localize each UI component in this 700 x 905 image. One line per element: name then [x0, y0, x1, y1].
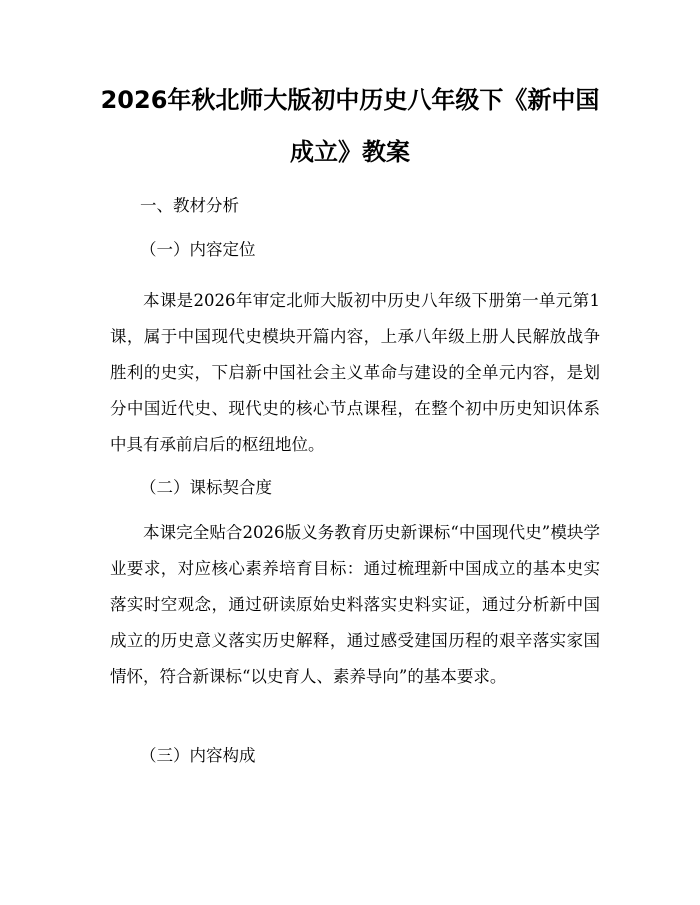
- subsection-heading: （一）内容定位: [140, 240, 256, 259]
- subsection-heading: （三）内容构成: [140, 746, 256, 765]
- subsection-heading: （二）课标契合度: [140, 478, 272, 497]
- document-title: 2026年秋北师大版初中历史八年级下《新中国成立》教案: [100, 86, 600, 166]
- section-heading: 一、教材分析: [140, 196, 239, 215]
- paragraph: 本课是2026年审定北师大版初中历史八年级下册第一单元第1课，属于中国现代史模块开篇内容，上承八年级上册人民解放战争胜利的史实，下启新中国社会主义革命与建设的全单元内容，是划分中国近代史、现代史的核心节点课程，在整个初中历史知识体系中具有承前启后的枢纽地位。: [110, 291, 600, 454]
- paragraph: 本课完全贴合2026版义务教育历史新课标“中国现代史”模块学业要求，对应核心素养培育目标：通过梳理新中国成立的基本史实落实时空观念，通过研读原始史料落实史料实证，通过分析新中国成立的历史意义落实历史解释，通过感受建国历程的艰辛落实家国情怀，符合新课标“以史育人、素养导向”的基本要求。: [110, 523, 600, 686]
